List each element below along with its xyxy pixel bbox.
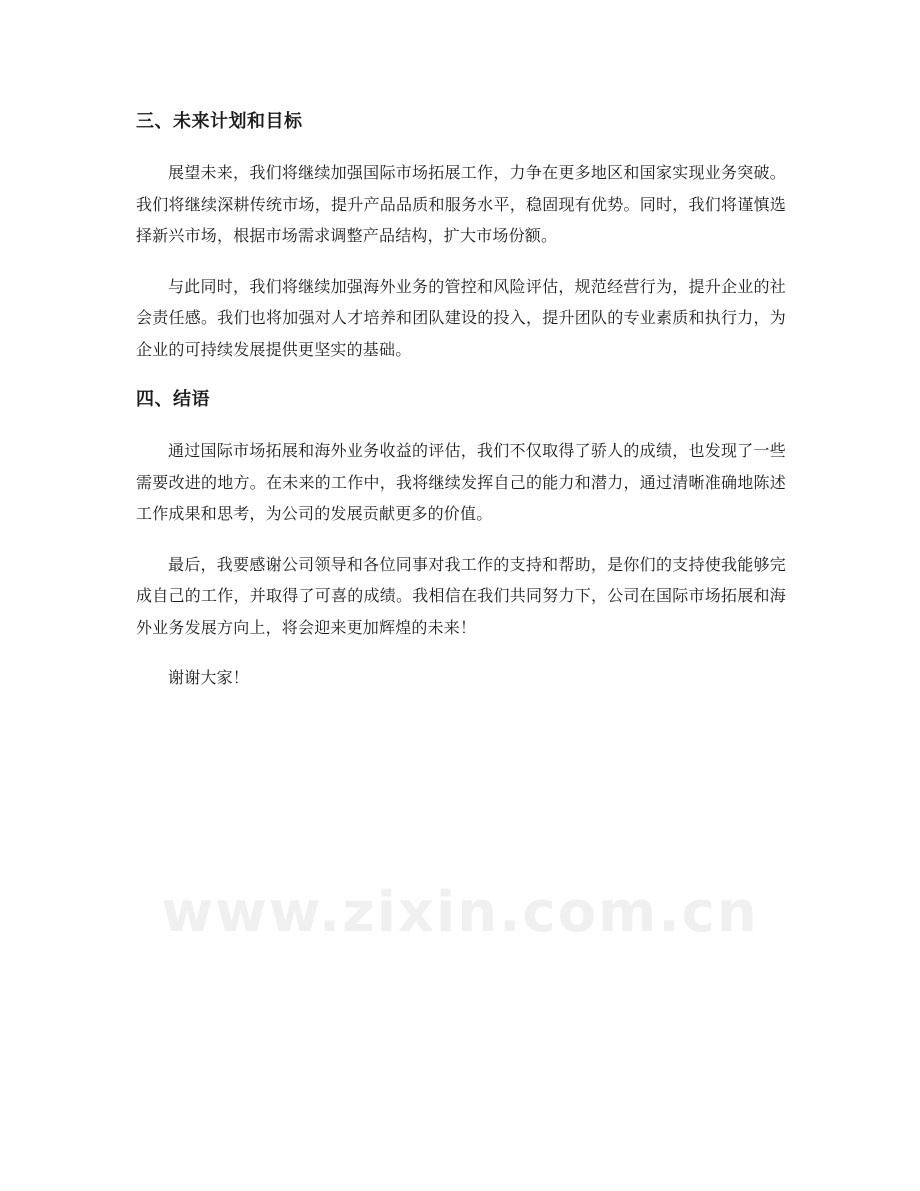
paragraph-future-outlook: 展望未来，我们将继续加强国际市场拓展工作，力争在更多地区和国家实现业务突破。我们将继续深耕传统市场，提升产品品质和服务水平，稳固现有优势。同时，我们将谨慎选择新兴市场，根据市场需求调整产品结构，扩大市场份额。 [136, 163, 786, 245]
paragraph-risk-control: 与此同时，我们将继续加强海外业务的管控和风险评估，规范经营行为，提升企业的社会责任感。我们也将加强对人才培养和团队建设的投入，提升团队的专业素质和执行力，为企业的可持续发展提供更坚实的基础。 [136, 276, 786, 359]
watermark-text: www.zixin.com.cn [161, 880, 759, 945]
paragraph-evaluation-summary: 通过国际市场拓展和海外业务收益的评估，我们不仅取得了骄人的成绩，也发现了一些需要改进的地方。在未来的工作中，我将继续发挥自己的能力和潜力，通过清晰准确地陈述工作成果和思考，为公司的发展贡献更多的价值。 [136, 441, 786, 523]
section-heading-conclusion: 四、结语 [136, 389, 210, 410]
section-heading-future-plans: 三、未来计划和目标 [136, 111, 303, 132]
document-body [136, 104, 786, 694]
paragraph-thanks: 谢谢大家！ [168, 668, 250, 687]
paragraph-acknowledgement: 最后，我要感谢公司领导和各位同事对我工作的支持和帮助，是你们的支持使我能够完成自己的工作，并取得了可喜的成绩。我相信在我们共同努力下，公司在国际市场拓展和海外业务发展方向上，将会迎来更加辉煌的未来！ [136, 554, 786, 637]
